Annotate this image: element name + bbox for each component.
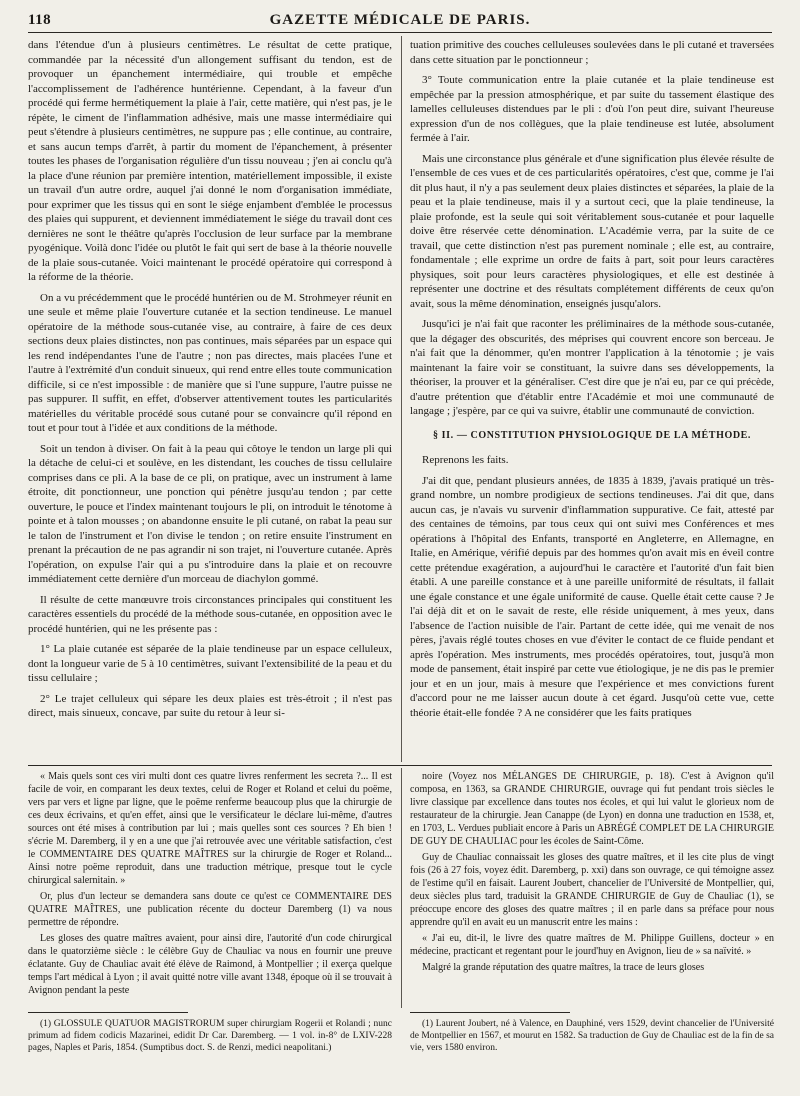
right-column — [410, 38, 774, 760]
page-number: 118 — [28, 11, 52, 28]
footnote-left — [28, 1018, 392, 1054]
paragraph: Soit un tendon à diviser. On fait à la peau qui côtoye le tendon un large pli qui la détache de celui-ci et soulève, en les distendant, les couches de tissu cellulaire comprises dans ce pli. A la base de ce pli, on pratique, avec un instrument à lame étroite, dit ponctionneur, une ponction qui pénètre jusqu'au tendon ; par cette ouverture, le pouce et l'index maintenant toujours le pli, on introduit le ténotome à pointe et à talon mousses ; on abandonne ensuite le pli cutané, on rabat la peau sur le talon de l'instrument et l'on divise le tendon ; on retire ensuite l'instrument en prenant la précaution de ne pas agrandir ni son trajet, ni l'ouverture cutanée. Après l'opération, on expulse l'air qui a pu s'introduire dans la plaie et on recouvre immédiatement cette dernière d'un morceau de diachylon gommé. — [28, 442, 392, 585]
paragraph: Guy de Chauliac connaissait les gloses des quatre maîtres, et il les cite plus de vingt fois (26 à 27 fois, voyez édit. Daremberg, p. xxi) dans son ouvrage, ce qui témoigne assez de l'estime qu'il en faisait. Laurent Joubert, chancelier de l'Université de Montpellier, qui, deux siècles plus tard, traduisit la GRANDE CHIRURGIE de Guy de Chauliac (1), se préoccupe encore des gloses des quatre maîtres ; il en parle dans sa préface pour nous apprendre qu'il en avait eu un manuscrit entre les mains : — [410, 852, 774, 928]
paragraph: Or, plus d'un lecteur se demandera sans doute ce qu'est ce COMMENTAIRE DES QUATRE MAÎTRES, une publication récente du docteur Daremberg (1) va nous permettre de répondre. — [28, 891, 392, 928]
paragraph: noire (Voyez nos MÉLANGES DE CHIRURGIE, p. 18). C'est à Avignon qu'il composa, en 1363, sa GRANDE CHIRURGIE, ouvrage qui fut pendant trois siècles le livre classique par excellence dans toutes nos écoles, et qui lui valut le glorieux nom de restaurateur de la chirurgie. Jean Canappe (de Lyon) en donna une traduction en 1538, et, en 1703, L. Verdues publiait encore à Paris un ABRÉGÉ COMPLET DE LA CHIRURGIE DE GUY DE CHAULIAC pour les écoles de Saint-Côme. — [410, 771, 774, 847]
feuilleton-left-column — [28, 770, 392, 1007]
section-heading: § II. — CONSTITUTION PHYSIOLOGIQUE DE LA MÉTHODE. — [432, 429, 752, 441]
page-header — [28, 8, 772, 33]
paragraph: J'ai dit que, pendant plusieurs années, de 1835 à 1839, j'avais pratiqué un très-grand nombre, un nombre prodigieux de sections tendineuses. J'ai dit que, dans aucun cas, je n'avais vu survenir d'inflammation suppurative. Ce fait, attesté par des centaines de témoins, par tous ceux qui ont suivi mes Conférences et mes opérations à l'hôpital des Enfants, transporté en Angleterre, en Allemagne, en Italie, en Amérique, vérifié depuis par des hommes qu'on avait mis en éveil contre cette prétendue exagération, a aujourd'hui le caractère et l'autorité d'un fait bien établi. A une pareille constance et à une pareille uniformité de résultats, il fallait une égale constance et une égale uniformité de cause. Quelle était cette cause ? Je l'ai déjà dit et on le savait de reste, elle réside uniquement, à mes yeux, dans l'absence de l'action nuisible de l'air. Partant de cette idée, qui me venait de nos pères, j'avais réglé toutes choses en vue d'éviter le contact de ce fluide pendant et après l'opération. Mes instruments, mes procédés opératoires, tout, jusqu'à mon mode de pansement, était inspiré par cette vue étiologique, je ne dis pas le premier jour et en un jour, mais à mesure que l'expérience et mes convictions furent d'accord pour ne me laisser aucun doute à cet égard. Jusqu'où cette vue, cette théorie était-elle fondée ? A ne considérer que les faits pratiques — [410, 474, 774, 719]
paragraph: 1° La plaie cutanée est séparée de la plaie tendineuse par un espace celluleux, dont la longueur varie de 5 à 10 centimètres, suivant l'extensibilité de la peau et du tissu cellulaire ; — [28, 643, 392, 684]
paragraph: Malgré la grande réputation des quatre maîtres, la trace de leurs gloses — [422, 962, 705, 973]
paragraph: 3° Toute communication entre la plaie cutanée et la plaie tendineuse est empêchée par la pression atmosphérique, et par suite du tassement élastique des lamelles celluleuses distendues par le pli : d'où l'on peut dire, suivant l'heureuse expression d'un de nos collègues, que la plaie tendineuse est lutée, absolument fermée à l'air. — [410, 74, 774, 144]
paragraph: dans l'étendue d'un à plusieurs centimètres. Le résultat de cette pratique, commandée par la nécessité d'un allongement suffisant du tendon, est de provoquer un épanchement intermédiaire, qui trouble et empêche l'accomplissement de l'adhérence huntérienne. Cependant, à la faveur d'un procédé qui ferme hermétiquement la plaie à l'air, cette matière, qui n'est pas, je le répète, le ciment de l'inflammation adhésive, mais une masse intermédiaire qui peut s'étendre à plusieurs centimètres, ne suppure pas ; elle continue, au contraire, et sans aucun temps d'arrêt, à partir du moment de l'épanchement, à présenter toutes les phases de l'organisation régulière d'un tissu nouveau ; j'en ai conclu qu'à la place d'une réunion par première intention, matériellement impossible, il existe un travail d'un autre ordre, auquel j'ai donné le nom d'organisation immédiate, pour exprimer que les tissus qui en sont le siége enjambent d'emblée le processus des plaies qui suppurent, et deviennent immédiatement le siége du travail dont ces dernières ne sont le théâtre qu'après l'occlusion de leur surface par la membrane pyogénique. Voilà donc l'idée ou plutôt le fait qui sert de base à la théorie nouvelle de la plaie sous-cutanée. Voici maintenant le procédé opératoire qui correspond à la réforme de la théorie. — [28, 39, 392, 283]
left-column — [28, 38, 392, 760]
footnote-right — [410, 1018, 774, 1054]
footnote-rule — [28, 1012, 188, 1013]
footnote-rule — [410, 1012, 570, 1013]
journal-title: GAZETTE MÉDICALE DE PARIS. — [269, 11, 531, 28]
paragraph: Reprenons les faits. — [422, 454, 509, 466]
column-divider — [401, 36, 402, 762]
paragraph: On a vu précédemment que le procédé huntérien ou de M. Strohmeyer réunit en une seule et même plaie l'ouverture cutanée et la section tendineuse. Le manuel opératoire de la méthode sous-cutanée vise, au contraire, à faire de ces deux sections deux plaies distinctes, non pas continues, mais séparées par un espace qui les rend indépendantes l'une de l'autre ; non pas directes, mais placées l'une et l'autre à l'extrémité d'un conduit sinueux, qui rend entre elles toute communication difficile, si ce n'est impossible : de manière que si l'une suppure, l'autre puisse ne pas suppurer. Il suffit, en effet, d'observer attentivement toutes les particularités matérielles du véritable procédé sous cutané pour se convaincre qu'il répond en tout et pour tout à l'idée et aux conditions de la méthode. — [28, 291, 392, 434]
footnote-text: (1) Laurent Joubert, né à Valence, en Dauphiné, vers 1529, devint chancelier de l'Université de Montpellier en 1567, et mourut en 1582. Sa traduction de Guy de Chauliac est de la fin de sa vie, vers 1580 environ. — [410, 1019, 774, 1053]
paragraph: Mais une circonstance plus générale et d'une signification plus élevée résulte de l'ensemble de ces vues et de ces particularités opératoires, c'est que, comme je l'ai dit plus haut, il n'y a pas seulement deux plaies distinctes et séparées, la plaie de la peau et la plaie tendineuse, mais il y a surtout ceci, que la plaie tendineuse, la plaie profonde, est la seule qui soit véritablement sous-cutanée et pour laquelle doive être réservée cette dénomination. L'Académie verra, par la suite de ce travail, que cette distinction n'est pas purement nominale ; elle est, au contraire, fondamentale ; elle exprime un ordre de faits à part, soit pour leurs caractères physiques, soit pour leurs caractères physiologiques, et elle est destinée à représenter une doctrine et des résultats complétement différents de ceux qu'on avait, sous la même dénomination, enseignés jusqu'alors. — [410, 152, 774, 310]
paragraph: Il résulte de cette manœuvre trois circonstances principales qui constituent les caractères essentiels du procédé de la méthode sous-cutanée, en opposition avec le procédé huntérien, qui ne les présente pas : — [28, 593, 392, 635]
feuilleton-rule — [28, 765, 772, 766]
footnote-text: (1) GLOSSULE QUATUOR MAGISTRORUM super chirurgiam Rogerii et Rolandi ; nunc primum ad fidem codicis Mazarinei, edidit Dr Car. Daremberg. — 1 vol. in-8° de LXIV-228 pages, Naples et Paris, 1854. (Sumptibus doct. S. de Renzi, medici neapolitani.) — [28, 1019, 392, 1053]
paragraph: Jusqu'ici je n'ai fait que raconter les préliminaires de la méthode sous-cutanée, que la dégager des obscurités, des méprises qui couvrent encore son berceau. Je n'ai fait que la dénommer, qu'en montrer l'application à la ténotomie ; je vais maintenant la faire voir se constituant, la suivre dans ses développements, la théoriser, la prouver et la généraliser. C'est dire que je n'ai eu, par ce qui précède, d'autre prétention que d'établir entre l'Académie et moi une communauté de langage ; j'espère, par ce qui va suivre, établir une communauté de conviction. — [410, 318, 774, 417]
paragraph: tuation primitive des couches celluleuses soulevées dans le pli cutané et traversées dans cette situation par le ponctionneur ; — [410, 39, 774, 66]
column-divider — [401, 768, 402, 1008]
paragraph: 2° Le trajet celluleux qui sépare les deux plaies est très-étroit ; il n'est pas direct, mais sinueux, concave, par suite du retour à leur si- — [28, 692, 392, 719]
paragraph: « Mais quels sont ces viri multi dont ces quatre livres renferment les secreta ?... Il est facile de voir, en comparant les deux textes, celui de Roger et Roland et celui du poëme, vers par vers et ligne par ligne, que le poëme renferme beaucoup plus que la chirurgie de ces deux écrivains, et qu'en effet, ainsi que le versificateur le déclare lui-même, d'autres sources ont été mises à contribution par lui ; mais quelles sont ces sources ? Eh bien ! s'écrie M. Daremberg, il y en a une que j'ai retrouvée avec une véritable satisfaction, c'est le COMMENTAIRE DES QUATRE MAÎTRES sur la chirurgie de Roger et Roland... Ainsi notre poëme reproduit, dans une traduction métrique, presque tout le cycle chirurgical salernitain. » — [28, 771, 392, 886]
quotation: « J'ai eu, dit-il, le livre des quatre maîtres de M. Philippe Guillens, docteur » en médecine, practicant et regentant pour le jourd'huy en Avignon, lieu de » sa naïvité. » — [410, 933, 774, 957]
feuilleton-right-column — [410, 770, 774, 1007]
paragraph: Les gloses des quatre maîtres avaient, pour ainsi dire, l'autorité d'un code chirurgical dans le quatorzième siècle : le célèbre Guy de Chauliac va nous en fournir une preuve éclatante. Guy de Chauliac avait été élève de Raimond, à Montpellier ; il exerça quelque temps l'art médical à Lyon ; il avait quitté notre ville avant 1348, époque où il se trouvait à Avignon pendant la peste — [28, 933, 392, 996]
